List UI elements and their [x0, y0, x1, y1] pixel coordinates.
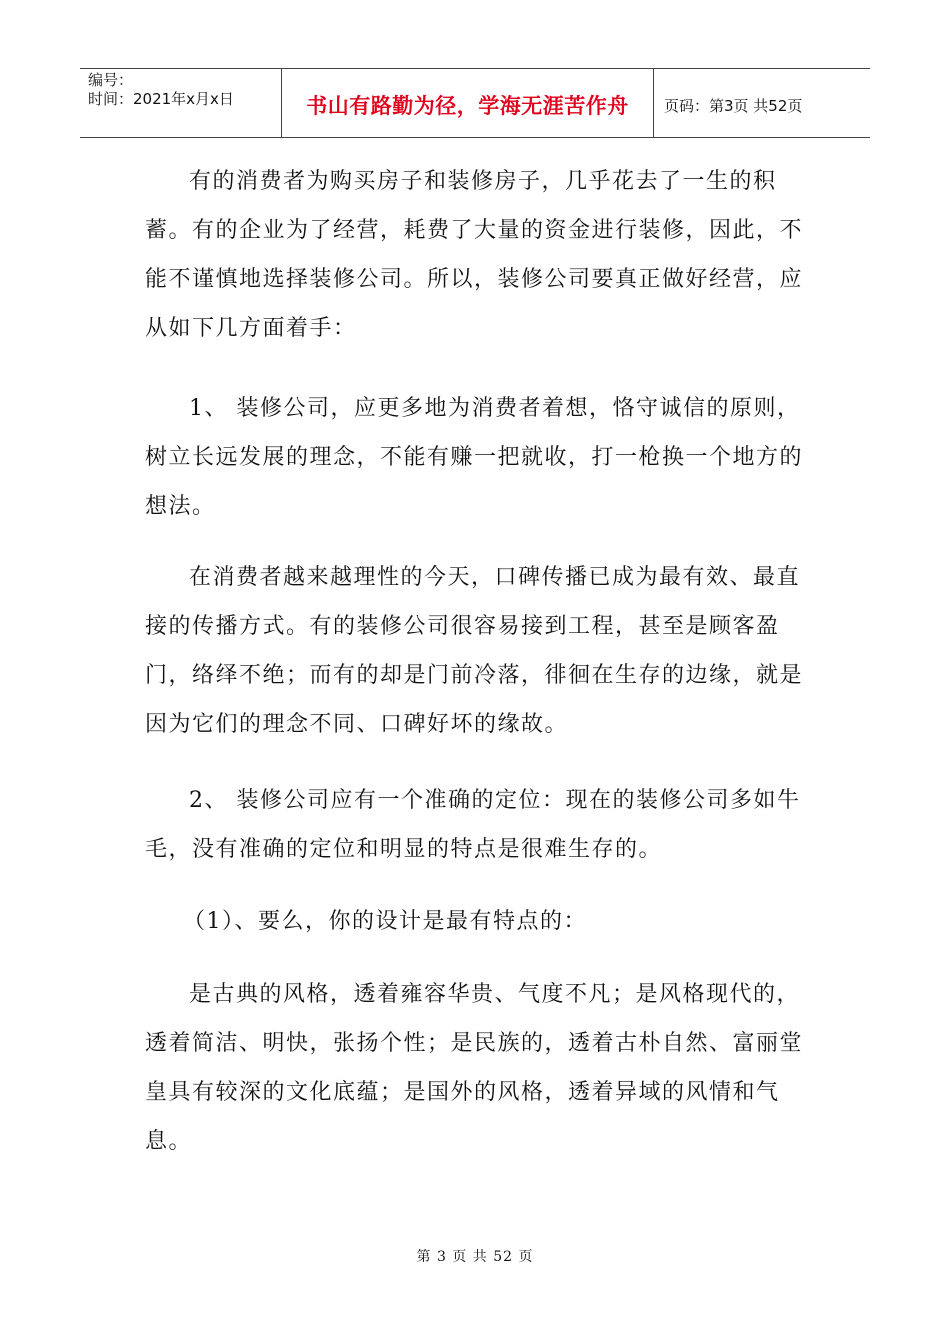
- paragraph: [145, 553, 805, 749]
- page-footer: 第 3 页 共 52 页: [416, 1249, 534, 1265]
- number-label: 编号：: [88, 71, 134, 89]
- paragraph: [145, 776, 805, 874]
- paragraph-text: 有的消费者为购买房子和装修房子，几乎花去了一生的积蓄。有的企业为了经营，耗费了大量的资金进行装修，因此，不能不谨慎地选择装修公司。所以，装修公司要真正做好经营，应从如下几方面着手：: [145, 169, 804, 341]
- header-page-info: 页码：第3页 共52页: [664, 96, 803, 115]
- paragraph: [145, 970, 805, 1166]
- paragraph-text: 在消费者越来越理性的今天，口碑传播已成为最有效、最直接的传播方式。有的装修公司很容易接到工程，甚至是顾客盈门，络绎不绝；而有的却是门前冷落，徘徊在生存的边缘，就是因为它们的理念不同、口碑好坏的缘故。: [145, 565, 804, 737]
- header-motto: 书山有路勤为径，学海无涯苦作舟: [282, 69, 654, 137]
- paragraph: [145, 897, 805, 946]
- paragraph: [145, 384, 805, 531]
- header-meta: [80, 69, 282, 137]
- paragraph: [145, 157, 805, 353]
- paragraph-text: 2、 装修公司应有一个准确的定位：现在的装修公司多如牛毛，没有准确的定位和明显的特点是很难生存的。: [145, 788, 801, 862]
- paragraph-text: 是古典的风格，透着雍容华贵、气度不凡；是风格现代的，透着简洁、明快，张扬个性；是民族的，透着古朴自然、富丽堂皇具有较深的文化底蕴；是国外的风格，透着异域的风情和气息。: [145, 982, 804, 1154]
- document-header: [80, 68, 870, 138]
- paragraph-text: （1）、要么，你的设计是最有特点的：: [183, 909, 587, 934]
- time-label: 时间：2021年x月x日: [88, 90, 234, 108]
- paragraph-text: 1、 装修公司，应更多地为消费者着想，恪守诚信的原则，树立长远发展的理念，不能有赚一把就收，打一枪换一个地方的想法。: [145, 396, 804, 519]
